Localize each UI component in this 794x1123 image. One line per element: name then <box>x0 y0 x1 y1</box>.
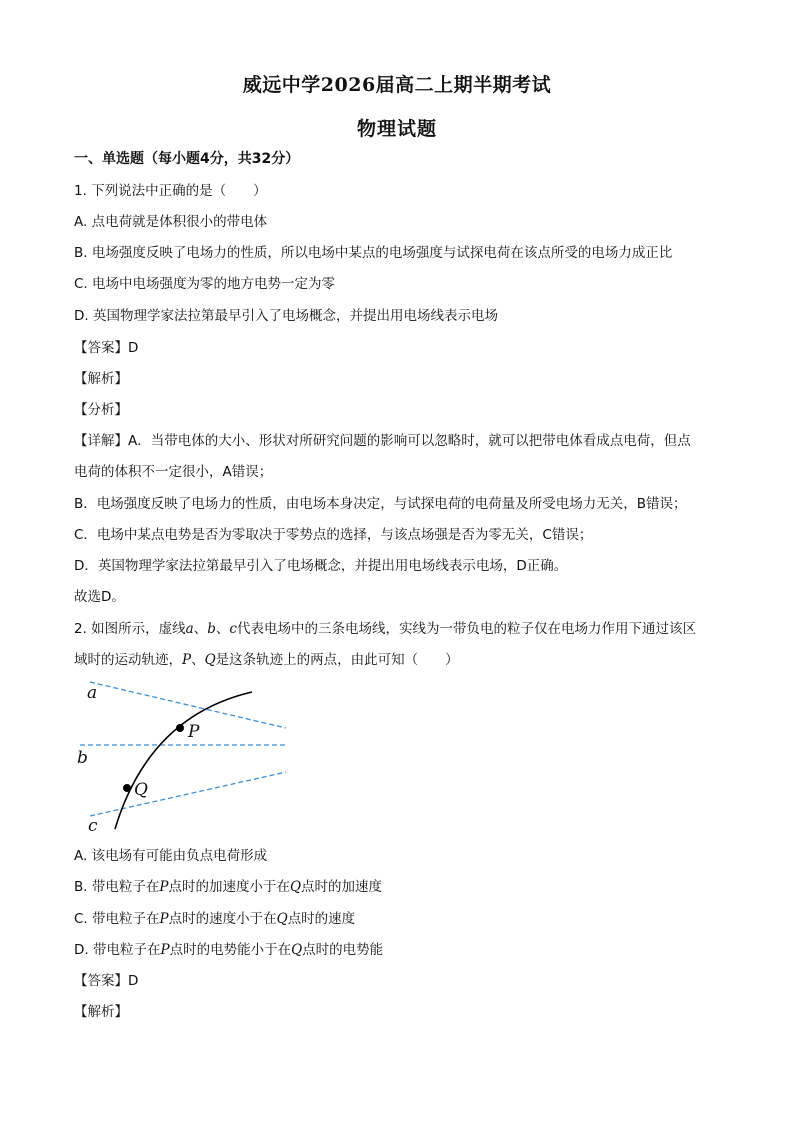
q2-var-p: P <box>160 942 170 958</box>
q1-option-c: C. 电场中电场强度为零的地方电势一定为零 <box>74 276 336 292</box>
q2-var-a: a <box>185 621 194 637</box>
q2-var-p: P <box>159 879 169 895</box>
particle-trajectory <box>115 692 252 829</box>
field-line-c <box>90 772 286 816</box>
q2-separator: 、 <box>215 621 230 637</box>
label-p: P <box>188 722 200 742</box>
q2-stem-text: 是这条轨迹上的两点，由此可知（ ） <box>215 652 459 668</box>
q2-var-q: Q <box>291 942 303 958</box>
q2-option-text: 点时的速度 <box>287 911 356 927</box>
q1-option-b: B. 电场强度反映了电场力的性质，所以电场中某点的电场强度与试探电荷在该点所受的电场力成正比 <box>74 245 673 261</box>
q2-option-text: 点时的电势能 <box>302 942 384 958</box>
q2-var-b: b <box>207 621 216 637</box>
q2-option-d <box>74 941 383 959</box>
section-heading: 一、单选题（每小题4分，共32分） <box>74 151 300 167</box>
point-q-marker <box>123 784 131 792</box>
q2-option-text: D. 带电粒子在 <box>74 942 161 958</box>
q1-stem: 1. 下列说法中正确的是（ ） <box>74 183 267 199</box>
q2-separator: 、 <box>191 652 205 668</box>
q1-option-d: D. 英国物理学家法拉第最早引入了电场概念，并提出用电场线表示电场 <box>74 308 498 324</box>
q2-option-text: 点时的速度小于在 <box>168 911 277 927</box>
q1-detail-line-3: B．电场强度反映了电场力的性质，由电场本身决定，与试探电荷的电荷量及所受电场力无关，B错误； <box>74 496 687 512</box>
q2-var-p: P <box>159 911 169 927</box>
q2-option-a: A. 该电场有可能由负点电荷形成 <box>74 848 268 864</box>
q2-answer: 【答案】D <box>74 973 139 989</box>
label-a: a <box>87 683 98 703</box>
subject-title: 物理试题 <box>356 118 437 140</box>
q1-conclusion: 故选D。 <box>74 589 125 605</box>
q2-var-p: P <box>182 652 192 668</box>
q2-option-text: 点时的电势能小于在 <box>169 942 292 958</box>
q2-separator: 、 <box>193 621 208 637</box>
q2-stem-line-1 <box>74 620 696 638</box>
q1-detail-line-5: D．英国物理学家法拉第最早引入了电场概念，并提出用电场线表示电场，D正确。 <box>74 558 568 574</box>
q2-option-b <box>74 878 382 896</box>
q1-detail-line-1: 【详解】A．当带电体的大小、形状对所研究问题的影响可以忽略时，就可以把带电体看成点电荷，但点 <box>74 433 691 449</box>
q1-answer: 【答案】D <box>74 340 139 356</box>
q2-option-text: 点时的加速度小于在 <box>168 879 290 895</box>
q2-option-c <box>74 910 355 928</box>
q2-var-q: Q <box>289 879 302 895</box>
q2-stem-line-2 <box>74 651 459 669</box>
q2-analysis-label: 【解析】 <box>74 1004 128 1020</box>
q1-detail-line-4: C．电场中某点电势是否为零取决于零势点的选择，与该点场强是否为零无关，C错误； <box>74 527 593 543</box>
label-c: c <box>88 816 98 836</box>
point-p-marker <box>176 724 184 732</box>
q1-fenxi-label: 【分析】 <box>74 402 128 418</box>
q2-option-text: B. 带电粒子在 <box>74 879 160 895</box>
electric-field-diagram <box>74 676 294 836</box>
q2-option-text: C. 带电粒子在 <box>74 911 160 927</box>
q2-stem-text: 域时的运动轨迹， <box>74 652 182 668</box>
q2-var-c: c <box>229 621 237 637</box>
q2-option-text: 点时的加速度 <box>301 879 383 895</box>
label-q: Q <box>134 780 148 800</box>
q1-detail-line-2: 电荷的体积不一定很小，A错误； <box>74 464 273 480</box>
q2-var-q: Q <box>204 652 216 668</box>
q1-option-a: A. 点电荷就是体积很小的带电体 <box>74 214 268 230</box>
exam-title: 威远中学2026届高二上期半期考试 <box>242 74 552 96</box>
q2-stem-text: 2. 如图所示，虚线 <box>74 621 186 637</box>
q1-analysis-label: 【解析】 <box>74 371 128 387</box>
q2-var-q: Q <box>276 911 288 927</box>
q2-stem-text: 代表电场中的三条电场线，实线为一带负电的粒子仅在电场力作用下通过该区 <box>236 621 696 637</box>
label-b: b <box>77 748 88 768</box>
